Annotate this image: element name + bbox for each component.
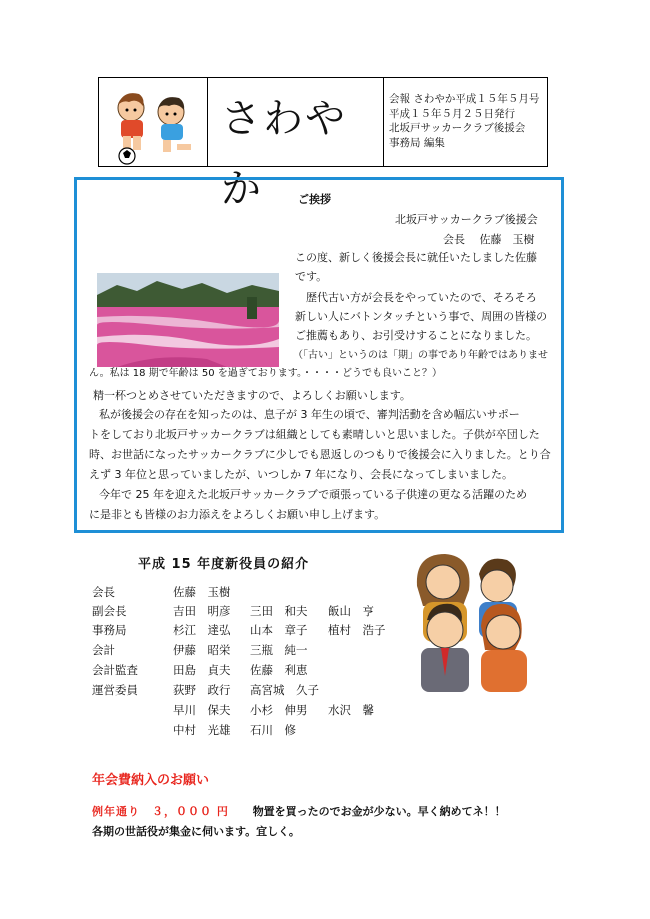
issue-info-line: 会報 さわやか平成１５年５月号 — [389, 93, 540, 105]
officer-role: 会長 — [92, 585, 115, 599]
greeting-line: （「古い」というのは「期」の事であり年齢ではありませ — [293, 350, 548, 361]
greeting-line: トをしており北坂戸サッカークラブは組織としても素晴しいと思いました。子供が卒団した — [89, 428, 540, 441]
fee-collection-note: 各期の世話役が集金に伺います。宜しく。 — [92, 825, 300, 838]
greeting-line: えず 3 年位と思っていましたが、いつしか 7 年になり、会長になってしまいました。 — [89, 468, 513, 481]
issue-info — [383, 78, 547, 166]
fee-amount: 例年通り ３，０００ 円 — [92, 805, 229, 818]
officer-role: 会計監査 — [92, 663, 138, 677]
officers-illustration — [403, 546, 553, 692]
greeting-line: 精一杯つとめさせていただきますので、よろしくお願いします。 — [93, 389, 411, 402]
officer-name: 石川 修 — [250, 723, 296, 737]
greeting-line: 時、お世話になったサッカークラブに少しでも恩返しのつもりで後援会に入りました。とり合 — [89, 448, 551, 461]
greeting-line: です。 — [295, 270, 328, 283]
officer-name: 荻野 政行 — [173, 683, 231, 697]
officer-role: 副会長 — [92, 604, 127, 618]
greeting-line: 私が後援会の存在を知ったのは、息子が 3 年生の頃で、審判活動を含め幅広いサポー — [99, 408, 520, 421]
issue-info-line: 北坂戸サッカークラブ後援会 — [389, 122, 526, 134]
officer-name: 田島 貞夫 — [173, 663, 231, 677]
officer-name: 三瓶 純一 — [250, 643, 308, 657]
newsletter-title: さわやか — [221, 96, 347, 212]
flower-field-photo — [97, 273, 279, 367]
officer-name: 吉田 明彦 — [173, 604, 231, 618]
fee-note: 物置を買ったのでお金が少ない。早く納めてネ！！ — [252, 805, 506, 818]
greeting-heading: ご挨拶 — [298, 193, 331, 206]
greeting-box — [74, 177, 564, 533]
greeting-line: ん。私は 18 期で年齢は 50 を過ぎております。・・・・どうでも良いこと？） — [89, 368, 442, 379]
officer-name: 杉江 達弘 — [173, 623, 231, 637]
issue-info-line: 平成１５年５月２５日発行 — [389, 107, 515, 120]
issue-info-line: 事務局 編集 — [389, 136, 445, 149]
greeting-line: 新しい人にバトンタッチという事で、周囲の皆様の — [295, 310, 548, 323]
greeting-line: 今年で 25 年を迎えた北坂戸サッカークラブで頑張っている子供達の更なる活躍のため — [99, 488, 528, 501]
officer-name: 高宮城 久子 — [250, 683, 319, 697]
officer-name: 三田 和夫 — [250, 604, 308, 618]
officer-name: 植村 浩子 — [328, 623, 386, 637]
greeting-line: ご推薦もあり、お引受けすることになりました。 — [295, 329, 537, 342]
greeting-signer: 会長 佐藤 玉樹 — [443, 233, 535, 246]
officer-name: 中村 光雄 — [173, 723, 231, 737]
officer-name: 早川 保夫 — [173, 703, 231, 717]
officer-name: 佐藤 利恵 — [250, 663, 308, 677]
officer-name: 飯山 亨 — [328, 604, 374, 618]
officers-heading: 平成 15 年度新役員の紹介 — [138, 557, 310, 572]
officer-role: 会計 — [92, 643, 115, 657]
soccer-kids-illustration — [99, 78, 208, 166]
officer-name: 小杉 伸男 — [250, 703, 308, 717]
greeting-line: この度、新しく後援会長に就任いたしました佐藤 — [295, 251, 537, 264]
officer-name: 伊藤 昭栄 — [173, 643, 231, 657]
officer-role: 運営委員 — [92, 683, 138, 697]
officer-name: 水沢 馨 — [328, 703, 374, 717]
greeting-line: 歴代古い方が会長をやっていたので、そろそろ — [306, 291, 537, 304]
officer-name: 山本 章子 — [250, 623, 308, 637]
fee-line — [92, 803, 506, 819]
greeting-org: 北坂戸サッカークラブ後援会 — [395, 213, 538, 226]
greeting-line: に是非とも皆様のお力添えをよろしくお願い申し上げます。 — [89, 508, 386, 521]
officer-name: 佐藤 玉樹 — [173, 585, 231, 599]
fee-heading: 年会費納入のお願い — [92, 773, 210, 788]
officer-role: 事務局 — [92, 623, 127, 637]
